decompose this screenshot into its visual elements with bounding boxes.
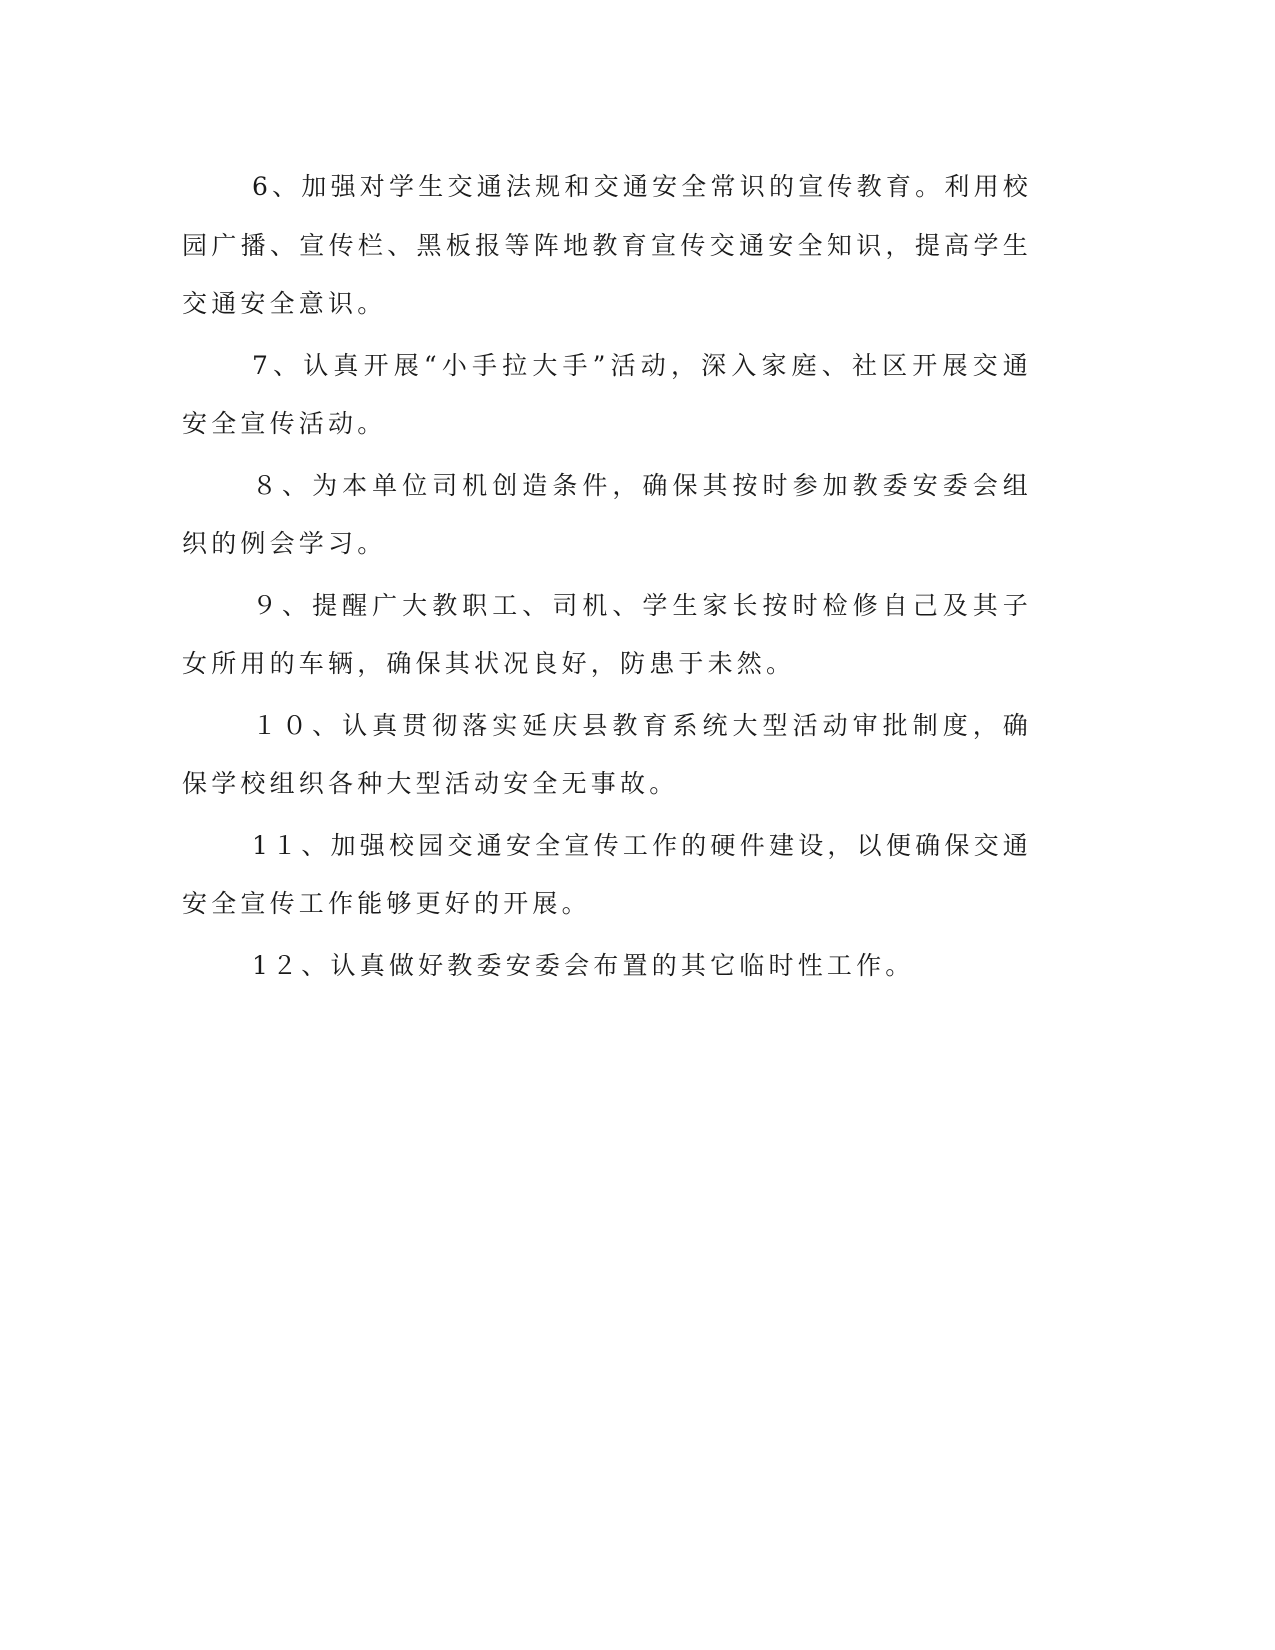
paragraph-item-8: ８、为本单位司机创造条件，确保其按时参加教委安委会组织的例会学习。 xyxy=(182,470,1032,558)
paragraph-item-10: １０、认真贯彻落实延庆县教育系统大型活动审批制度，确保学校组织各种大型活动安全无事故。 xyxy=(182,710,1032,798)
paragraph-item-9: ９、提醒广大教职工、司机、学生家长按时检修自己及其子女所用的车辆，确保其状况良好，防患于未然。 xyxy=(182,590,1032,678)
document-body xyxy=(182,158,1032,998)
paragraph-item-11: 1１、加强校园交通安全宣传工作的硬件建设，以便确保交通安全宣传工作能够更好的开展。 xyxy=(182,830,1032,918)
paragraph-item-7: 7、认真开展“小手拉大手”活动，深入家庭、社区开展交通安全宣传活动。 xyxy=(182,350,1032,438)
paragraph-item-12: 1２、认真做好教委安委会布置的其它临时性工作。 xyxy=(252,950,915,980)
paragraph-item-6: 6、加强对学生交通法规和交通安全常识的宣传教育。利用校园广播、宣传栏、黑板报等阵地教育宣传交通安全知识，提高学生交通安全意识。 xyxy=(182,172,1032,318)
